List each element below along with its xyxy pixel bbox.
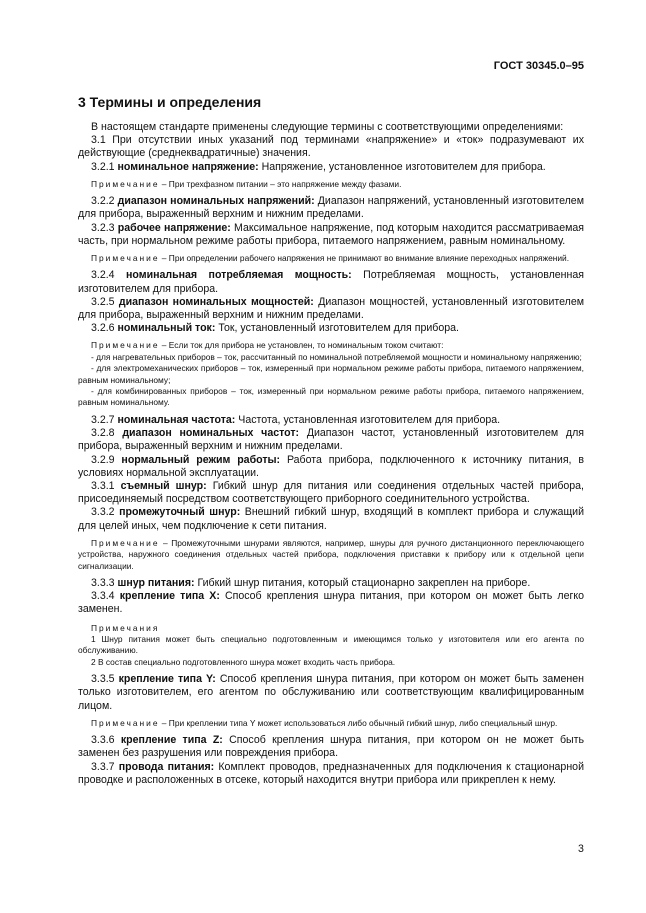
term-3-3-1: 3.3.1 съемный шнур: Гибкий шнур для питания или соединения отдельных частей прибора, присоединяемый посредством соответствующего приборного соединительного устройства. (78, 479, 585, 506)
note-3-2-3: Примечание – При определении рабочего напряжения не принимают во внимание влияние переходных напряжений. (91, 253, 570, 264)
term-3-2-2: 3.2.2 диапазон номинальных напряжений: Диапазон напряжений, установленный изготовителем для прибора, выраженный верхним и нижним пределами. (78, 195, 584, 221)
intro-paragraph: В настоящем стандарте применены следующие термины с соответствующими определениями: (91, 121, 564, 133)
note-3-3-4-item: 2 В состав специально подготовленного шнура может входить часть прибора. (91, 656, 396, 667)
term-3-2-8: 3.2.8 диапазон номинальных частот: Диапазон частот, установленный изготовителем для прибора, выраженный верхним и нижним пределами. (78, 427, 584, 453)
term-3-3-6: 3.3.6 крепление типа Z: Способ крепления шнура питания, при котором он не может быть заменен без разрушения или повреждения прибора. (78, 734, 584, 760)
term-3-2-4: 3.2.4 номинальная потребляемая мощность: Потребляемая мощность, установленная изготовителем для прибора. (78, 269, 584, 295)
term-3-2-1: 3.2.1 номинальное напряжение: Напряжение, установленное изготовителем для прибора. (91, 160, 546, 173)
note-3-2-6-item: - для электромеханических приборов – ток, измеренный при нормальном режиме работы прибора, питаемого напряжением, равным номинальному; (78, 363, 584, 385)
note-3-2-1: Примечание – При трехфазном питании – это напряжение между фазами. (91, 178, 402, 189)
term-3-3-2: 3.3.2 промежуточный шнур: Внешний гибкий шнур, входящий в комплект прибора и служащий для целей иных, чем подключение к сети питания. (78, 506, 584, 532)
note-3-3-5: Примечание – При креплении типа Y может использоваться либо обычный гибкий шнур, либо специальный шнур. (91, 717, 558, 728)
clause-3-1: 3.1 При отсутствии иных указаний под терминами «напряжение» и «ток» подразумевают их действующие (среднеквадратичные) значения. (78, 134, 584, 160)
term-3-3-5: 3.3.5 крепление типа Y: Способ крепления шнура питания, при котором он может быть заменен только изготовителем, его агентом по обслуживанию или соответствующим квалифицированным лицом. (78, 673, 584, 712)
page-number: 3 (578, 843, 584, 855)
section-title: 3 Термины и определения (78, 94, 262, 110)
note-3-3-4-item: 1 Шнур питания может быть специально подготовленным и имеющимся только у изготовителя или его агента по обслуживанию. (78, 633, 584, 656)
term-3-3-3: 3.3.3 шнур питания: Гибкий шнур питания, который стационарно закреплен на приборе. (91, 576, 531, 589)
term-3-3-4: 3.3.4 крепление типа X: Способ крепления шнура питания, при котором он может быть легко заменен. (78, 590, 584, 616)
term-3-2-9: 3.2.9 нормальный режим работы: Работа прибора, подключенного к источнику питания, в условиях нормальной эксплуатации. (78, 453, 584, 479)
document-code: ГОСТ 30345.0–95 (493, 60, 584, 72)
term-3-2-7: 3.2.7 номинальная частота: Частота, установленная изготовителем для прибора. (91, 413, 501, 426)
document-body (78, 121, 584, 787)
note-3-2-6: Примечание – Если ток для прибора не установлен, то номинальным током считают: (91, 340, 444, 351)
term-3-3-7: 3.3.7 провода питания: Комплект проводов, предназначенных для подключения к стационарной проводке и расположенных в отсеке, который находится внутри прибора или прикреплен к нему. (78, 760, 584, 786)
note-3-3-4-heading: Примечания (91, 622, 160, 633)
note-3-2-6-item: - для комбинированных приборов – ток, измеренный при нормальном режиме работы прибора, питаемого напряжением, равным номинальному. (78, 386, 584, 408)
note-3-2-6-item: - для нагревательных приборов – ток, рассчитанный по номинальной потребляемой мощности и номинальному напряжению; (91, 351, 582, 362)
term-3-2-3: 3.2.3 рабочее напряжение: Максимальное напряжение, под которым находится рассматриваемая часть, при нормальном режиме работы прибора, питаемого напряжением, равным номинальному. (78, 221, 584, 247)
note-3-3-2: Примечание – Промежуточными шнурами являются, например, шнуры для ручного дистанционного переключающего устройства, наружного соединения отдельных частей прибора, подключения приставки к прибору или к отдельной цепи сигнализации. (78, 537, 584, 571)
term-3-2-5: 3.2.5 диапазон номинальных мощностей: Диапазон мощностей, установленный изготовителем для прибора, выраженный верхним и нижним пределами. (78, 295, 585, 322)
term-3-2-6: 3.2.6 номинальный ток: Ток, установленный изготовителем для прибора. (91, 322, 459, 335)
